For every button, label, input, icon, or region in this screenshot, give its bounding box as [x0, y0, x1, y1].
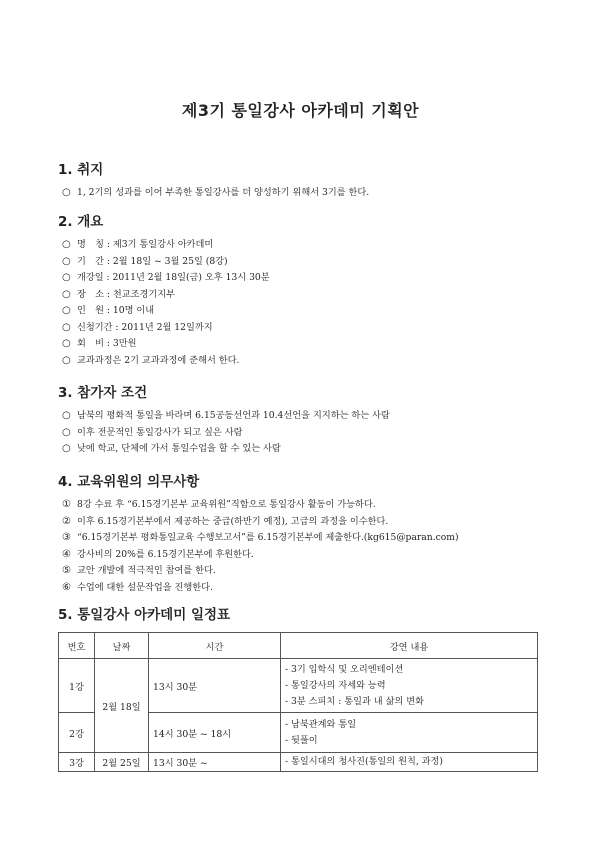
list-item: ⑤ 교안 개발에 적극적인 참여를 한다. [62, 563, 543, 580]
section-member-duties [58, 473, 543, 596]
circle-bullet-icon: ○ [62, 338, 71, 349]
section-heading: 5. 통일강사 아카데미 일정표 [58, 607, 231, 623]
lecture-number: 1강 [59, 659, 95, 713]
lecture-time: 13시 30분 [149, 659, 281, 713]
section-heading: 1. 취지 [58, 162, 104, 178]
circle-bullet-icon: ○ [62, 272, 71, 283]
lecture-number: 2강 [59, 713, 95, 753]
lecture-content: - 3기 입학식 및 오리엔테이션 - 통일강사의 자세와 능력 - 3분 스피치 : 통일과 내 삶의 변화 [281, 659, 538, 713]
column-header: 날짜 [95, 633, 149, 659]
lecture-content: - 남북관계와 통일 - 뒷풀이 [281, 713, 538, 753]
list-item: ○ 인 원 : 10명 이내 [62, 303, 543, 320]
list-item: ③ “6.15경기본부 평화통일교육 수행보고서”를 6.15경기본부에 제출한다.(kg615@paran.com) [62, 530, 543, 547]
circle-bullet-icon: ○ [62, 239, 71, 250]
item-number: ① [62, 499, 71, 510]
table-header-row [59, 633, 538, 659]
list-item: ○ 신청기간 : 2011년 2월 12일까지 [62, 320, 543, 337]
lecture-date: 2월 25일 [95, 753, 149, 772]
section-overview [58, 213, 543, 369]
list-item: ○ 명 칭 : 제3기 통일강사 아카데미 [62, 237, 543, 254]
list-item: ○ 남북의 평화적 통일을 바라며 6.15공동선언과 10.4선언을 지지하는 하는 사람 [62, 408, 543, 425]
list-item: ○ 낮에 학교, 단체에 가서 통일수업을 할 수 있는 사람 [62, 441, 543, 458]
section-heading: 2. 개요 [58, 214, 104, 230]
circle-bullet-icon: ○ [62, 426, 71, 438]
list-item: ○ 개강일 : 2011년 2월 18일(금) 오후 13시 30분 [62, 270, 543, 287]
page-title: 제3기 통일강사 아카데미 기획안 [181, 101, 420, 120]
section-schedule [58, 606, 543, 630]
circle-bullet-icon: ○ [62, 443, 71, 454]
item-number: ⑥ [62, 581, 71, 593]
circle-bullet-icon: ○ [62, 305, 71, 316]
section-purpose [58, 161, 543, 202]
list-item: ○ 회 비 : 3만원 [62, 336, 543, 353]
column-header: 시간 [149, 633, 281, 659]
list-item: ② 이후 6.15경기본부에서 제공하는 중급(하반기 예정), 고급의 과정을 이수한다. [62, 514, 543, 531]
table-row [59, 659, 538, 713]
item-number: ② [62, 515, 71, 527]
list-item: ○ 장 소 : 천교조경기지부 [62, 287, 543, 304]
lecture-time: 14시 30분 ~ 18시 [149, 713, 281, 753]
lecture-content: - 통일시대의 청사진(통일의 원칙, 과정) [281, 753, 538, 772]
list-item: ○ 교과과정은 2기 교과과정에 준해서 한다. [62, 353, 543, 370]
circle-bullet-icon: ○ [62, 187, 71, 198]
section-heading: 3. 참가자 조건 [58, 385, 148, 401]
list-item: ○ 1, 2기의 성과를 이어 부족한 통일강사를 더 양성하기 위해서 3기를 한다. [62, 185, 543, 202]
lecture-number: 3강 [59, 753, 95, 772]
section-participant-conditions [58, 384, 543, 458]
list-item: ⑥ 수업에 대한 설문작업을 진행한다. [62, 580, 543, 597]
list-item: ○ 기 간 : 2월 18일 ~ 3월 25일 (8강) [62, 254, 543, 271]
table-row [59, 753, 538, 772]
circle-bullet-icon: ○ [62, 288, 71, 300]
lecture-date: 2월 18일 [95, 659, 149, 753]
circle-bullet-icon: ○ [62, 255, 71, 267]
list-item: ○ 이후 전문적인 통일강사가 되고 싶은 사람 [62, 425, 543, 442]
item-number: ④ [62, 548, 71, 560]
lecture-time: 13시 30분 ~ [149, 753, 281, 772]
list-item: ① 8강 수료 후 “6.15경기본부 교육위원”직함으로 통일강사 활동이 가능하다. [62, 497, 543, 514]
section-heading: 4. 교육위원의 의무사항 [58, 474, 200, 490]
column-header: 강연 내용 [281, 633, 538, 659]
column-header: 번호 [59, 633, 95, 659]
item-number: ③ [62, 532, 71, 543]
circle-bullet-icon: ○ [62, 354, 71, 366]
circle-bullet-icon: ○ [62, 321, 71, 333]
item-number: ⑤ [62, 565, 71, 576]
circle-bullet-icon: ○ [62, 410, 71, 421]
list-item: ④ 강사비의 20%를 6.15경기본부에 후원한다. [62, 547, 543, 564]
schedule-table [58, 632, 538, 772]
